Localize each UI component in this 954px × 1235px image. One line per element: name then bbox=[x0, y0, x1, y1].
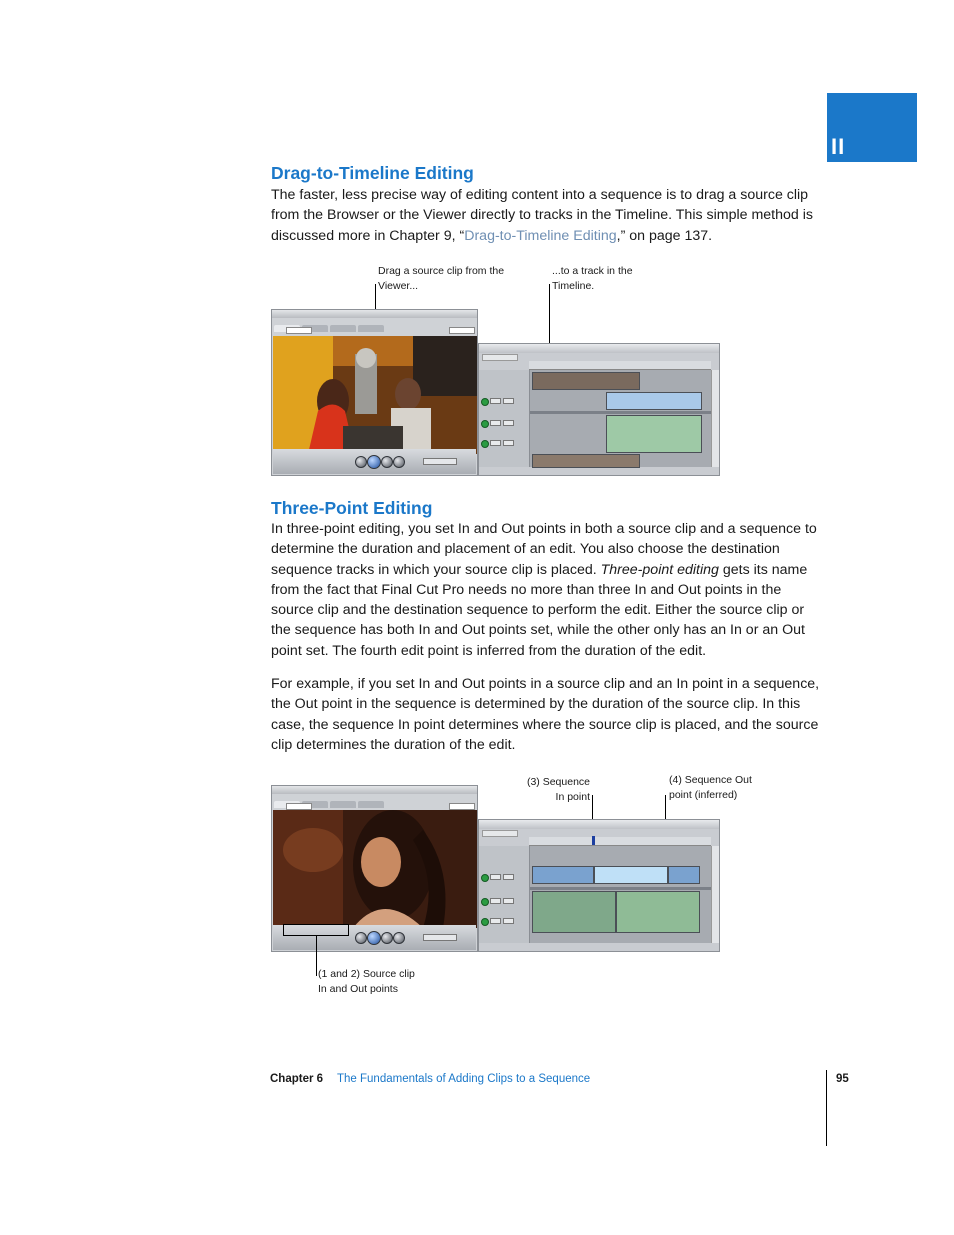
track-a1-enable[interactable] bbox=[481, 420, 489, 428]
timeline-titlebar bbox=[479, 820, 719, 829]
track-v1-source-control[interactable] bbox=[490, 398, 501, 404]
audio-clip-a1-a2[interactable] bbox=[606, 415, 702, 453]
play-around-button[interactable] bbox=[393, 932, 405, 944]
caption-sequence-in-point: (3) Sequence In point bbox=[526, 776, 590, 803]
video-audio-divider bbox=[530, 887, 711, 890]
footer-chapter-label: Chapter 6 bbox=[270, 1073, 324, 1085]
callout-line-source-in-out bbox=[316, 936, 317, 976]
woman-portrait-image bbox=[273, 810, 478, 928]
viewer-transport-controls bbox=[273, 449, 476, 474]
viewer-video-frame bbox=[273, 810, 476, 928]
dragged-clip-ghost[interactable] bbox=[532, 372, 640, 390]
footer-chapter-title: The Fundamentals of Adding Clips to a Sequence bbox=[337, 1073, 591, 1085]
section-heading-drag-to-timeline: Drag-to-Timeline Editing bbox=[271, 163, 474, 183]
audio-clip-2[interactable] bbox=[616, 891, 700, 933]
sequence-in-point-marker[interactable] bbox=[592, 836, 595, 845]
part-tab-label: II bbox=[831, 134, 846, 159]
existing-clip-1[interactable] bbox=[532, 866, 594, 884]
viewer-titlebar bbox=[272, 786, 477, 794]
section1-body: The faster, less precise way of editing content into a sequence is to drag a source clip from the Browser or the Viewer directly to tracks in the Timeline. This simple method is discussed more in Chapter 9, “Drag-to-Timeline Editing,” on page 137. bbox=[271, 187, 813, 244]
section2-para1: In three-point editing, you set In and Out points in both a source clip and a sequence to determine the duration and placement of an edit. You also choose the destination sequence tracks in which your source clip is placed. Three-point editing gets its name from the fact that Final Cut Pro needs no more than three In and Out points in the source clip and the destination sequence to perform the edit. Either the source clip or the sequence has both In and Out points set, while the other only has an In or an Out point set. The fourth edit point is inferred from the duration of the edit. bbox=[271, 521, 817, 659]
viewer-tabs bbox=[274, 319, 475, 326]
timeline-vertical-scrollbar[interactable] bbox=[711, 370, 719, 467]
play-in-to-out-button[interactable] bbox=[355, 932, 367, 944]
cafe-scene-image bbox=[273, 336, 478, 454]
timeline-ruler[interactable] bbox=[529, 361, 711, 370]
track-a2-source-control[interactable] bbox=[490, 918, 501, 924]
page-number: 95 bbox=[836, 1073, 849, 1085]
caption-to-timeline-track: ...to a track in the Timeline. bbox=[552, 265, 633, 292]
drag-to-timeline-link[interactable]: Drag-to-Timeline Editing bbox=[464, 227, 617, 244]
section-heading-three-point: Three-Point Editing bbox=[271, 498, 433, 518]
part-tab bbox=[827, 93, 917, 162]
track-a1-destination-control[interactable] bbox=[503, 898, 514, 904]
video-audio-divider bbox=[530, 411, 711, 414]
timeline-screenshot-2 bbox=[478, 819, 720, 952]
viewer-screenshot-1 bbox=[271, 309, 478, 476]
sequence-tab[interactable] bbox=[482, 830, 518, 837]
timeline-vertical-scrollbar[interactable] bbox=[711, 846, 719, 943]
track-a1-source-control[interactable] bbox=[490, 898, 501, 904]
track-a2-destination-control[interactable] bbox=[503, 918, 514, 924]
track-a1-destination-control[interactable] bbox=[503, 420, 514, 426]
audio-clip-1[interactable] bbox=[532, 891, 616, 933]
timeline-tracks bbox=[530, 846, 711, 943]
audio-clip-ghost[interactable] bbox=[532, 454, 640, 468]
timeline-titlebar bbox=[479, 344, 719, 353]
track-headers bbox=[479, 370, 530, 467]
track-v1-source-control[interactable] bbox=[490, 874, 501, 880]
new-clip[interactable] bbox=[594, 866, 668, 884]
caption-sequence-out-point: (4) Sequence Out point (inferred) bbox=[669, 774, 752, 801]
track-a1-enable[interactable] bbox=[481, 898, 489, 906]
timeline-ruler[interactable] bbox=[529, 837, 711, 846]
play-button[interactable] bbox=[367, 455, 381, 469]
caption-drag-from-viewer: Drag a source clip from the Viewer... bbox=[378, 265, 505, 292]
play-in-to-out-button[interactable] bbox=[355, 456, 367, 468]
timeline-screenshot-1 bbox=[478, 343, 720, 476]
caption-source-in-out: (1 and 2) Source clip In and Out points bbox=[318, 968, 415, 995]
viewer-duration-timecode bbox=[286, 803, 312, 810]
track-a2-source-control[interactable] bbox=[490, 440, 501, 446]
track-v1-destination-control[interactable] bbox=[503, 874, 514, 880]
track-headers bbox=[479, 846, 530, 943]
viewer-current-timecode bbox=[449, 803, 475, 810]
section2-para2: For example, if you set In and Out points in a source clip and an In point in a sequence, the Out point in the sequence is determined by the duration of the source clip. In this case, the sequence In point determines where the source clip is placed, and the source clip determines the duration of the edit. bbox=[271, 676, 820, 753]
existing-clip-2[interactable] bbox=[668, 866, 700, 884]
footer-divider-line bbox=[826, 1070, 827, 1146]
source-in-out-bracket bbox=[283, 924, 349, 936]
viewer-duration-timecode bbox=[286, 327, 312, 334]
video-clip-v1[interactable] bbox=[606, 392, 702, 410]
viewer-titlebar bbox=[272, 310, 477, 318]
viewer-video-frame bbox=[273, 336, 476, 454]
viewer-current-timecode bbox=[449, 327, 475, 334]
play-around-button[interactable] bbox=[393, 456, 405, 468]
track-a2-enable[interactable] bbox=[481, 440, 489, 448]
jog-control[interactable] bbox=[423, 458, 457, 465]
track-v1-visibility[interactable] bbox=[481, 398, 489, 406]
play-button[interactable] bbox=[367, 931, 381, 945]
track-a2-destination-control[interactable] bbox=[503, 440, 514, 446]
next-edit-button[interactable] bbox=[381, 456, 393, 468]
next-edit-button[interactable] bbox=[381, 932, 393, 944]
track-a2-enable[interactable] bbox=[481, 918, 489, 926]
viewer-tabs bbox=[274, 795, 475, 802]
jog-control[interactable] bbox=[423, 934, 457, 941]
track-v1-visibility[interactable] bbox=[481, 874, 489, 882]
track-v1-destination-control[interactable] bbox=[503, 398, 514, 404]
timeline-tracks bbox=[530, 370, 711, 467]
track-a1-source-control[interactable] bbox=[490, 420, 501, 426]
sequence-tab[interactable] bbox=[482, 354, 518, 361]
